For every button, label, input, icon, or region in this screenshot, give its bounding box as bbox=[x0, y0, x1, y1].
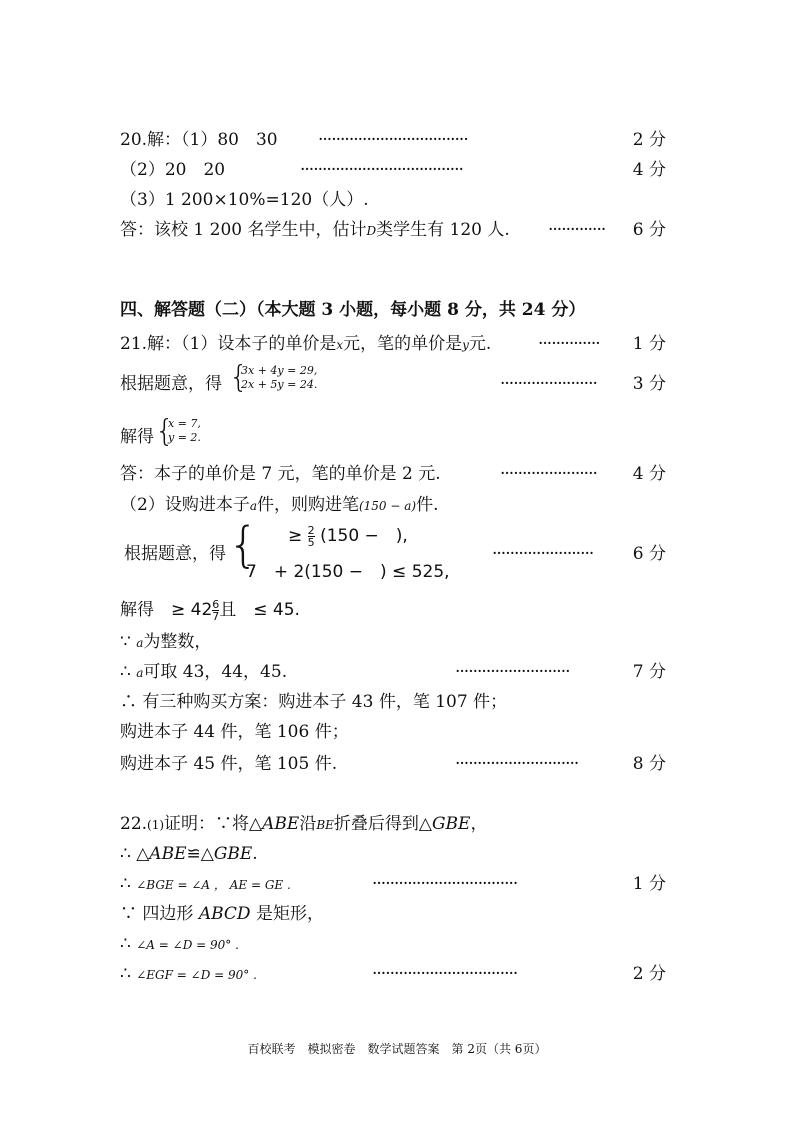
equation-2: 2x + 5y = 24. bbox=[241, 378, 318, 391]
solution-2: y = 2. bbox=[168, 431, 201, 444]
score-label: 2 分 bbox=[632, 130, 666, 150]
therefore-symbol: ∴ bbox=[120, 662, 137, 682]
q21-line-3 bbox=[120, 425, 674, 449]
q22-l1-post: ， bbox=[470, 814, 488, 834]
triangle-abe: ABE bbox=[149, 844, 187, 864]
score-label: 8 分 bbox=[632, 754, 666, 774]
brace-icon: { bbox=[228, 517, 259, 573]
score-label: 4 分 bbox=[632, 160, 666, 180]
leader-dots: ······················· bbox=[492, 544, 594, 564]
q21-l7-post: 且 ≤ 45. bbox=[219, 600, 300, 620]
leader-dots: ······················ bbox=[500, 464, 597, 484]
q21-line-9 bbox=[120, 660, 674, 685]
q22-l2-pre: ∴ △ bbox=[120, 844, 150, 864]
inequality-1 bbox=[288, 524, 408, 548]
q20-line-3-text: （3）1 200×10%=120（人）. bbox=[120, 190, 369, 210]
q22-line-1 bbox=[120, 812, 674, 837]
q21-l3-text: 解得 bbox=[120, 427, 154, 447]
triangle-gbe: GBE bbox=[431, 814, 471, 834]
q20-line-1-text: 20.解：（1）80 30 bbox=[120, 130, 278, 150]
score-label: 1 分 bbox=[632, 334, 666, 354]
leader-dots: ····································· bbox=[300, 160, 463, 180]
score-label: 6 分 bbox=[632, 544, 666, 564]
leader-dots: ································· bbox=[372, 874, 518, 894]
equation-1: 3x + 4y = 29, bbox=[241, 364, 318, 377]
leader-dots: ·············· bbox=[538, 334, 600, 354]
var-d: D bbox=[366, 224, 377, 238]
q22-number: 22. bbox=[120, 814, 148, 834]
angle-expr: ∠EGF = ∠D = 90° . bbox=[136, 968, 257, 982]
q21-l5-post: 件. bbox=[416, 495, 439, 515]
q21-l1-pre: 21.解：（1）设本子的单价是 bbox=[120, 334, 337, 354]
var-a: a bbox=[249, 499, 257, 513]
angle-expr: ∠A = ∠D = 90° . bbox=[136, 938, 239, 952]
var-y: y bbox=[462, 338, 469, 352]
therefore-symbol: ∴ bbox=[120, 964, 137, 984]
triangle-abe: ABE bbox=[262, 814, 300, 834]
frac-den: 7 bbox=[212, 609, 220, 623]
equation-system-1 bbox=[241, 364, 317, 392]
fraction-2-5 bbox=[308, 525, 315, 548]
leader-dots: ·························· bbox=[455, 662, 570, 682]
page-footer: 百校联考 模拟密卷 数学试题答案 第 2页（共 6页） bbox=[247, 1042, 547, 1056]
score-label: 7 分 bbox=[632, 662, 666, 682]
brace-icon: { bbox=[155, 414, 175, 449]
leader-dots: ································· bbox=[372, 964, 518, 984]
expr-150-minus-a: (150 − a) bbox=[358, 499, 417, 513]
q21-line-12 bbox=[120, 752, 674, 776]
ineq1-post: (150 − ), bbox=[320, 526, 408, 546]
q20-answer-pre: 答：该校 1 200 名学生中，估计 bbox=[120, 220, 367, 240]
q21-l1-mid: 元，笔的单价是 bbox=[343, 334, 463, 354]
frac-den: 5 bbox=[307, 535, 315, 549]
q20-line-3 bbox=[120, 188, 674, 212]
leader-dots: ······················ bbox=[500, 374, 597, 394]
q21-l2-text: 根据题意，得 bbox=[120, 374, 222, 394]
segment-be: BE bbox=[316, 818, 334, 832]
q22-l2-post: . bbox=[252, 844, 258, 864]
q22-line-2 bbox=[120, 842, 674, 866]
q22-part: (1) bbox=[147, 818, 165, 832]
quad-abcd: ABCD bbox=[198, 904, 251, 924]
score-label: 6 分 bbox=[632, 220, 666, 240]
solution-system bbox=[168, 417, 201, 445]
q20-line-2-text: （2）20 20 bbox=[120, 160, 226, 180]
frac-num: 2 bbox=[307, 523, 315, 537]
q21-l9-post: 可取 43，44，45. bbox=[143, 662, 288, 682]
q21-line-7 bbox=[120, 598, 674, 622]
inequality-2: 7 + 2(150 − ) ≤ 525, bbox=[246, 562, 450, 582]
q21-l7-pre: 解得 ≥ 42 bbox=[120, 600, 213, 620]
var-x: x bbox=[336, 338, 344, 352]
score-label: 2 分 bbox=[632, 964, 666, 984]
leader-dots: ·································· bbox=[318, 130, 468, 150]
leader-dots: ············· bbox=[548, 220, 606, 240]
q21-line-8 bbox=[120, 630, 674, 655]
q22-l1-mid2: 沿 bbox=[299, 814, 317, 834]
q21-l12-text: 购进本子 45 件，笔 105 件. bbox=[120, 754, 338, 774]
var-a: a bbox=[136, 666, 144, 680]
q22-line-5 bbox=[120, 932, 674, 957]
q21-l5-mid: 件，则购进笔 bbox=[256, 495, 359, 515]
q21-l1-post: 元. bbox=[468, 334, 492, 354]
score-label: 4 分 bbox=[632, 464, 666, 484]
angle-expr: ∠BGE = ∠A ， AE = GE . bbox=[136, 878, 291, 892]
congruent-symbol: ≌△ bbox=[186, 844, 214, 864]
section-heading: 四、解答题（二）（本大题 3 小题，每小题 8 分，共 24 分） bbox=[120, 300, 586, 320]
q22-line-4 bbox=[120, 902, 674, 926]
solution-1: x = 7, bbox=[168, 417, 201, 430]
q21-l4-text: 答：本子的单价是 7 元，笔的单价是 2 元. bbox=[120, 464, 441, 484]
q21-l5-pre: （2）设购进本子 bbox=[120, 495, 250, 515]
q21-line-5 bbox=[120, 493, 674, 518]
leader-dots: ···························· bbox=[455, 754, 579, 774]
q22-l1-mid3: 折叠后得到△ bbox=[333, 814, 432, 834]
score-label: 1 分 bbox=[632, 874, 666, 894]
q21-l6-text: 根据题意，得 bbox=[124, 544, 226, 564]
q22-l1-mid: 证明：∵将△ bbox=[164, 814, 263, 834]
var-a: a bbox=[136, 636, 144, 650]
triangle-gbe: GBE bbox=[213, 844, 253, 864]
brace-icon: { bbox=[229, 360, 249, 395]
because-symbol: ∵ bbox=[120, 632, 137, 652]
q21-line-11: 购进本子 44 件，笔 106 件； bbox=[120, 722, 349, 742]
q22-l4-pre: ∵ 四边形 bbox=[120, 904, 199, 924]
q20-answer-post: 类学生有 120 人. bbox=[376, 220, 510, 240]
score-label: 3 分 bbox=[632, 374, 666, 394]
ineq1-pre: ≥ bbox=[288, 526, 303, 546]
q21-l8-post: 为整数， bbox=[143, 632, 212, 652]
q21-line-10: ∴ 有三种购买方案：购进本子 43 件，笔 107 件； bbox=[120, 692, 508, 712]
q22-l4-post: 是矩形， bbox=[250, 904, 324, 924]
therefore-symbol: ∴ bbox=[120, 934, 137, 954]
therefore-symbol: ∴ bbox=[120, 874, 137, 894]
frac-num: 6 bbox=[212, 597, 220, 611]
